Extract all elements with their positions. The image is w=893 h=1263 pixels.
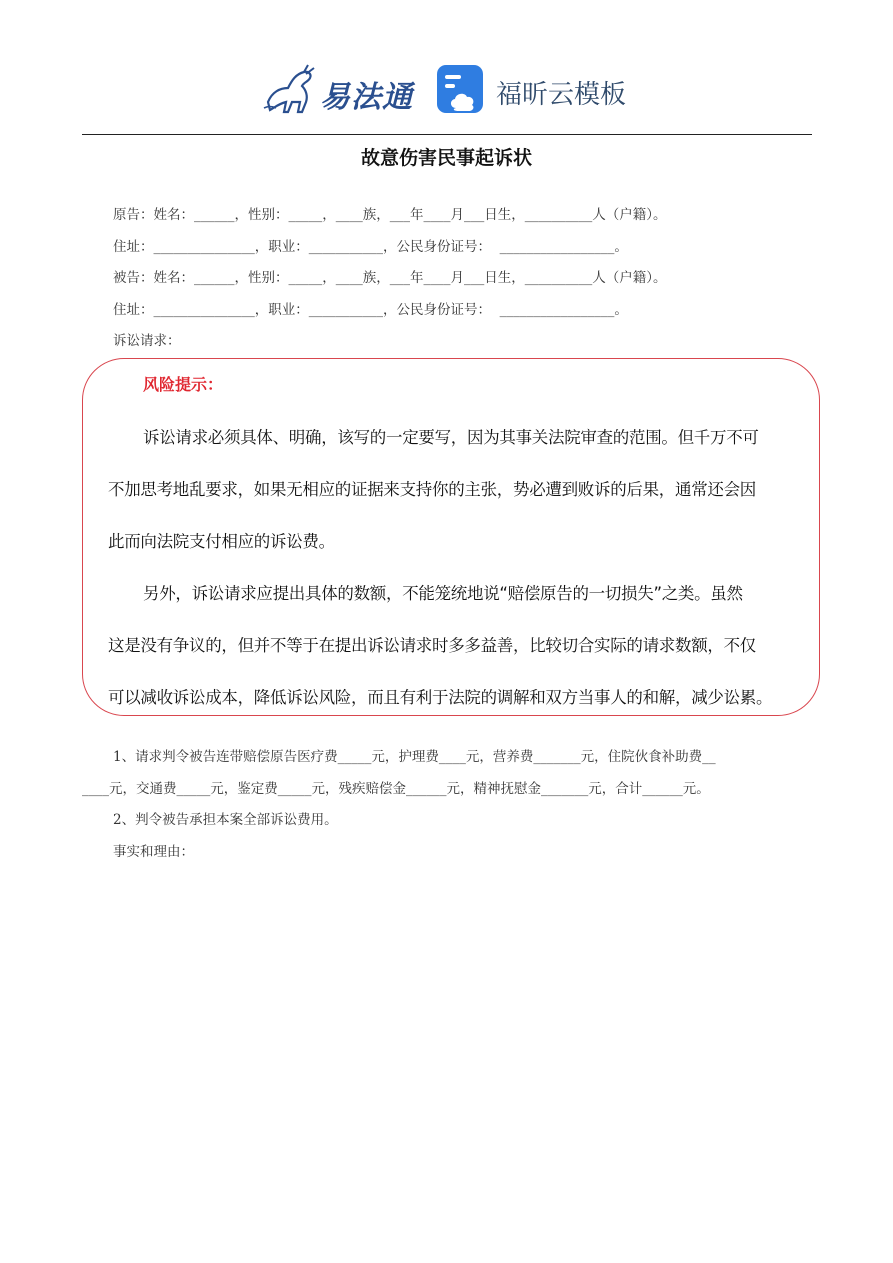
foxit-cloud-logo — [436, 64, 646, 116]
header-divider — [82, 134, 812, 135]
claims-label: 诉讼请求： — [113, 333, 181, 349]
risk-warning-title: 风险提示： — [143, 375, 224, 394]
page-header — [0, 58, 893, 122]
risk-text-line: 诉讼请求必须具体、明确，该写的一定要写，因为其事关法院审查的范围。但千万不可 — [143, 428, 759, 447]
foxit-cloud-logo-text: 福昕云模板 — [496, 80, 627, 110]
risk-text-line: 此而向法院支付相应的诉讼费。 — [108, 532, 335, 551]
facts-label: 事实和理由： — [113, 844, 194, 860]
plaintiff-line-1: 原告：姓名：______，性别：_____，____族，___年____月___日生，__________人（户籍）。 — [113, 207, 667, 223]
risk-text-line: 可以减收诉讼成本，降低诉讼风险，而且有利于法院的调解和双方当事人的和解，减少讼累。 — [108, 688, 773, 707]
request-1-line-2: ____元，交通费_____元，鉴定费_____元，残疾赔偿金______元，精神抚慰金_______元，合计______元。 — [82, 781, 710, 797]
defendant-line-1: 被告：姓名：______，性别：_____，____族，___年____月___日生，__________人（户籍）。 — [113, 270, 667, 286]
yifatong-logo-text: 易法通 — [320, 80, 413, 115]
foxit-cloud-icon — [436, 64, 486, 116]
qilin-icon — [262, 62, 320, 118]
request-2: 2、判令被告承担本案全部诉讼费用。 — [113, 812, 338, 828]
document-title: 故意伤害民事起诉状 — [360, 147, 532, 169]
risk-text-line: 这是没有争议的，但并不等于在提出诉讼请求时多多益善，比较切合实际的请求数额，不仅 — [108, 636, 757, 655]
defendant-line-2: 住址：_______________，职业：___________，公民身份证号： _________________。 — [113, 302, 628, 318]
request-1-line-1: 1、请求判令被告连带赔偿原告医疗费_____元，护理费____元，营养费_______元，住院伙食补助费__ — [113, 749, 716, 765]
risk-text-line: 不加思考地乱要求，如果无相应的证据来支持你的主张，势必遭到败诉的后果，通常还会因 — [108, 480, 757, 499]
risk-text-line: 另外，诉讼请求应提出具体的数额，不能笼统地说“赔偿原告的一切损失”之类。虽然 — [143, 584, 743, 603]
yifatong-logo — [262, 62, 422, 118]
plaintiff-line-2: 住址：_______________，职业：___________，公民身份证号： _________________。 — [113, 239, 628, 255]
